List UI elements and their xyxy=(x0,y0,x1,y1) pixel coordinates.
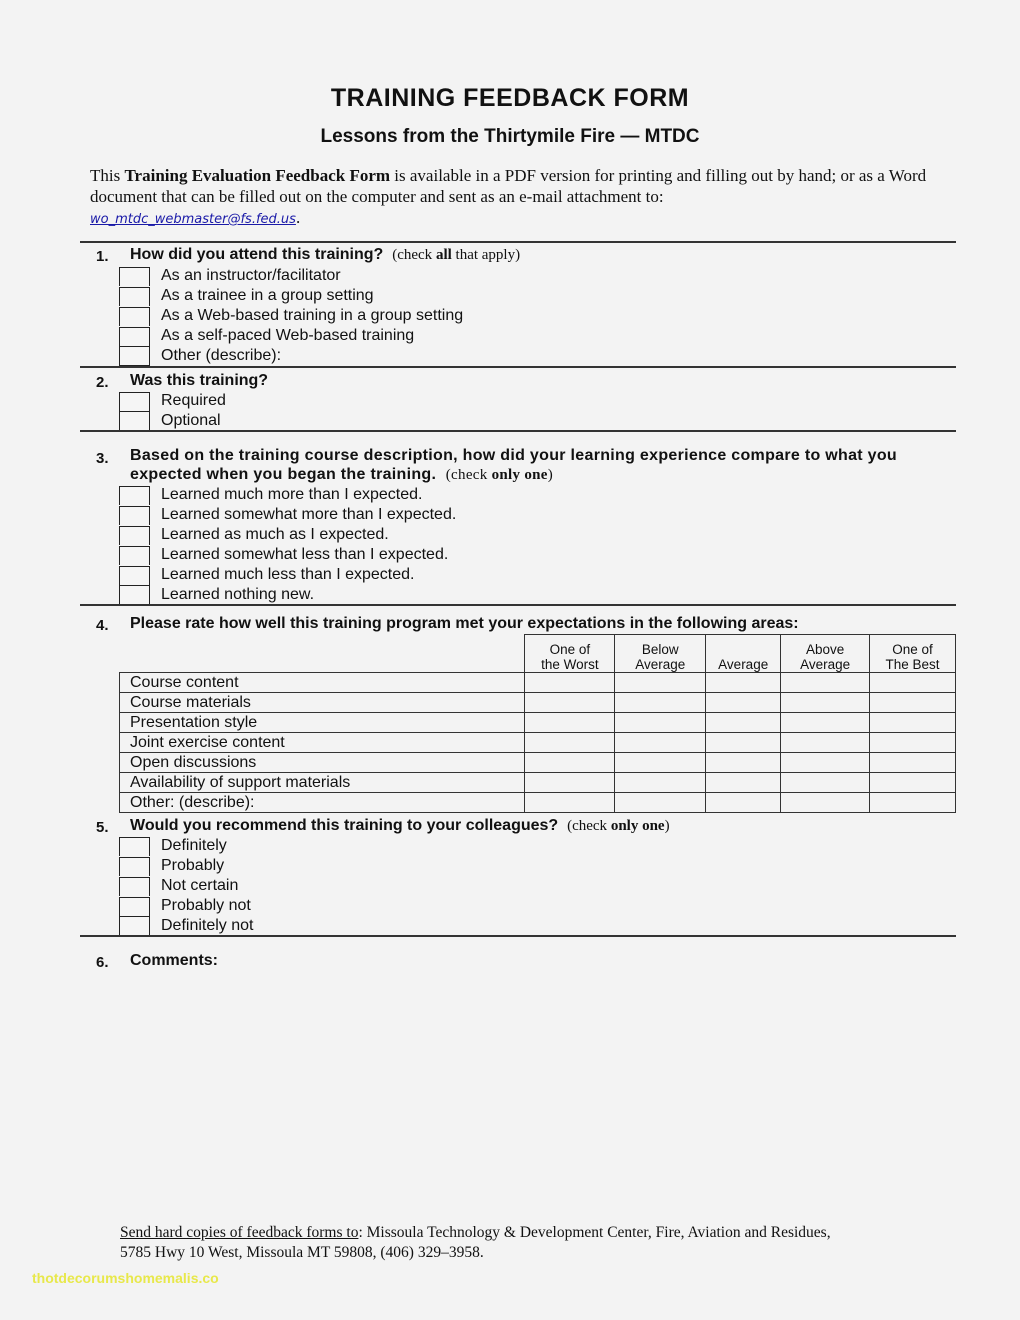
rating-cell[interactable] xyxy=(525,673,615,693)
q2-options xyxy=(119,391,226,431)
option-row xyxy=(119,836,254,856)
q5-question: Would you recommend this training to your colleagues? xyxy=(130,817,559,834)
option-row xyxy=(119,916,254,936)
option-row xyxy=(119,286,463,306)
rating-column-header: Below Average xyxy=(615,635,706,673)
intro-text: is available in a PDF version for printing and filling out by hand; or as a Word document that can be filled out on the computer and sent as an e-mail attachment to: xyxy=(90,166,927,206)
checkbox[interactable] xyxy=(119,506,150,525)
option-row xyxy=(119,485,456,505)
rating-row-label: Open discussions xyxy=(120,753,525,773)
checkbox[interactable] xyxy=(119,546,150,565)
option-label: As a self-paced Web-based training xyxy=(161,327,415,344)
q5-hint: (check only one) xyxy=(567,818,670,834)
rating-cell[interactable] xyxy=(525,793,615,813)
q5-text xyxy=(130,816,930,836)
rating-cell[interactable] xyxy=(781,773,870,793)
q1-text xyxy=(130,245,930,265)
table-row xyxy=(120,713,956,733)
rating-row-label: Course materials xyxy=(120,693,525,713)
option-row xyxy=(119,266,463,286)
option-row xyxy=(119,876,254,896)
q3-text xyxy=(130,446,930,485)
rating-cell[interactable] xyxy=(781,673,870,693)
rating-cell[interactable] xyxy=(781,713,870,733)
checkbox[interactable] xyxy=(119,346,150,366)
rating-row-label: Availability of support materials xyxy=(120,773,525,793)
rating-column-header: One of the Worst xyxy=(525,635,615,673)
checkbox[interactable] xyxy=(119,566,150,585)
checkbox[interactable] xyxy=(119,307,150,326)
option-row xyxy=(119,545,456,565)
q3-question: Based on the training course description, how did your learning experience compare to what you expected when you began the training. xyxy=(130,447,898,483)
rating-cell[interactable] xyxy=(615,673,706,693)
option-row xyxy=(119,585,456,605)
rating-cell[interactable] xyxy=(781,733,870,753)
q2-text: Was this training? xyxy=(130,372,269,389)
rating-cell[interactable] xyxy=(525,773,615,793)
q6-number: 6. xyxy=(96,954,109,971)
checkbox[interactable] xyxy=(119,857,150,876)
checkbox[interactable] xyxy=(119,267,150,286)
rating-cell[interactable] xyxy=(525,753,615,773)
rating-cell[interactable] xyxy=(870,773,956,793)
option-label: As an instructor/facilitator xyxy=(161,267,341,284)
checkbox[interactable] xyxy=(119,877,150,896)
checkbox[interactable] xyxy=(119,411,150,431)
option-row xyxy=(119,896,254,916)
rating-cell[interactable] xyxy=(706,673,781,693)
rating-cell[interactable] xyxy=(706,753,781,773)
rating-row-label: Joint exercise content xyxy=(120,733,525,753)
watermark: thotdecorumshomemalis.co xyxy=(32,1270,219,1286)
rating-cell[interactable] xyxy=(525,693,615,713)
option-row xyxy=(119,306,463,326)
option-row xyxy=(119,326,463,346)
rating-cell[interactable] xyxy=(615,793,706,813)
rating-cell[interactable] xyxy=(706,733,781,753)
intro-end: . xyxy=(295,208,301,227)
q1-question: How did you attend this training? xyxy=(130,246,384,263)
option-label: Learned somewhat more than I expected. xyxy=(161,506,457,523)
q6-text: Comments: xyxy=(130,952,219,969)
q3-number: 3. xyxy=(96,450,109,467)
q1-options xyxy=(119,266,463,366)
option-label: Definitely not xyxy=(161,917,254,934)
rating-cell[interactable] xyxy=(870,733,956,753)
intro-paragraph xyxy=(90,165,960,230)
rating-cell[interactable] xyxy=(870,693,956,713)
option-label: Optional xyxy=(161,412,221,429)
table-row xyxy=(120,693,956,713)
option-label: Learned somewhat less than I expected. xyxy=(161,546,449,563)
q3-hint: (check only one) xyxy=(445,467,554,483)
footer-line2: 5785 Hwy 10 West, Missoula MT 59808, (406) 329–3958. xyxy=(120,1244,484,1261)
option-row xyxy=(119,346,463,366)
table-row xyxy=(120,753,956,773)
rating-cell[interactable] xyxy=(615,733,706,753)
rating-cell[interactable] xyxy=(781,753,870,773)
rating-cell[interactable] xyxy=(615,753,706,773)
rating-column-header: Average xyxy=(706,635,781,673)
rating-cell[interactable] xyxy=(615,713,706,733)
option-row xyxy=(119,411,226,431)
rating-cell[interactable] xyxy=(706,713,781,733)
option-label: Not certain xyxy=(161,877,239,894)
q1-hint: (check all that apply) xyxy=(392,247,521,263)
rating-cell[interactable] xyxy=(870,673,956,693)
divider xyxy=(80,366,956,368)
rating-cell[interactable] xyxy=(781,693,870,713)
rating-cell[interactable] xyxy=(615,773,706,793)
divider xyxy=(80,241,956,243)
checkbox[interactable] xyxy=(119,585,150,605)
form-subtitle: Lessons from the Thirtymile Fire — MTDC xyxy=(320,126,700,147)
option-label: Learned much more than I expected. xyxy=(161,486,423,503)
rating-cell[interactable] xyxy=(525,713,615,733)
table-row xyxy=(120,673,956,693)
option-label: Learned nothing new. xyxy=(161,586,315,603)
rating-cell[interactable] xyxy=(781,793,870,813)
footer-label: Send hard copies of feedback forms to xyxy=(120,1224,359,1241)
option-label: Required xyxy=(161,392,226,409)
rating-cell[interactable] xyxy=(615,693,706,713)
option-row xyxy=(119,391,226,411)
q5-number: 5. xyxy=(96,819,109,836)
q3-options xyxy=(119,485,456,605)
option-label: Other (describe): xyxy=(161,347,282,364)
checkbox[interactable] xyxy=(119,327,150,346)
q2-number: 2. xyxy=(96,374,109,391)
q4-text: Please rate how well this training program met your expectations in the following areas: xyxy=(130,615,799,632)
divider xyxy=(80,935,956,937)
rating-table xyxy=(119,634,956,813)
checkbox[interactable] xyxy=(119,392,150,411)
footer-line1: : Missoula Technology & Development Center, Fire, Aviation and Residues, xyxy=(358,1224,831,1241)
table-row xyxy=(120,773,956,793)
option-label: Probably xyxy=(161,857,225,874)
checkbox[interactable] xyxy=(119,287,150,306)
checkbox[interactable] xyxy=(119,897,150,916)
comments-area[interactable] xyxy=(130,975,955,1205)
checkbox[interactable] xyxy=(119,916,150,936)
rating-cell[interactable] xyxy=(870,753,956,773)
form-title: TRAINING FEEDBACK FORM xyxy=(330,84,690,112)
intro-text: This xyxy=(90,166,125,185)
option-row xyxy=(119,856,254,876)
intro-bold: Training Evaluation Feedback Form xyxy=(124,166,391,185)
checkbox[interactable] xyxy=(119,526,150,545)
rating-row-label: Course content xyxy=(120,673,525,693)
table-row xyxy=(120,793,956,813)
option-label: Probably not xyxy=(161,897,251,914)
q1-number: 1. xyxy=(96,248,109,265)
rating-cell[interactable] xyxy=(525,733,615,753)
rating-column-header: Above Average xyxy=(781,635,870,673)
table-row xyxy=(120,733,956,753)
rating-cell[interactable] xyxy=(870,713,956,733)
footer-address xyxy=(120,1223,831,1263)
rating-cell[interactable] xyxy=(706,693,781,713)
checkbox[interactable] xyxy=(119,837,150,856)
email-link[interactable]: wo_mtdc_webmaster@fs.fed.us xyxy=(90,212,296,227)
option-label: Definitely xyxy=(161,837,227,854)
rating-row-label: Other: (describe): xyxy=(120,793,525,813)
option-row xyxy=(119,525,456,545)
option-label: As a Web-based training in a group setting xyxy=(161,307,464,324)
rating-row-label: Presentation style xyxy=(120,713,525,733)
option-row xyxy=(119,505,456,525)
rating-cell[interactable] xyxy=(706,773,781,793)
option-label: As a trainee in a group setting xyxy=(161,287,374,304)
option-label: Learned much less than I expected. xyxy=(161,566,415,583)
rating-cell[interactable] xyxy=(706,793,781,813)
q4-number: 4. xyxy=(96,617,109,634)
divider xyxy=(80,604,956,606)
divider xyxy=(80,430,956,432)
q5-options xyxy=(119,836,254,936)
option-label: Learned as much as I expected. xyxy=(161,526,389,543)
option-row xyxy=(119,565,456,585)
rating-cell[interactable] xyxy=(870,793,956,813)
checkbox[interactable] xyxy=(119,486,150,505)
rating-column-header: One of The Best xyxy=(870,635,956,673)
